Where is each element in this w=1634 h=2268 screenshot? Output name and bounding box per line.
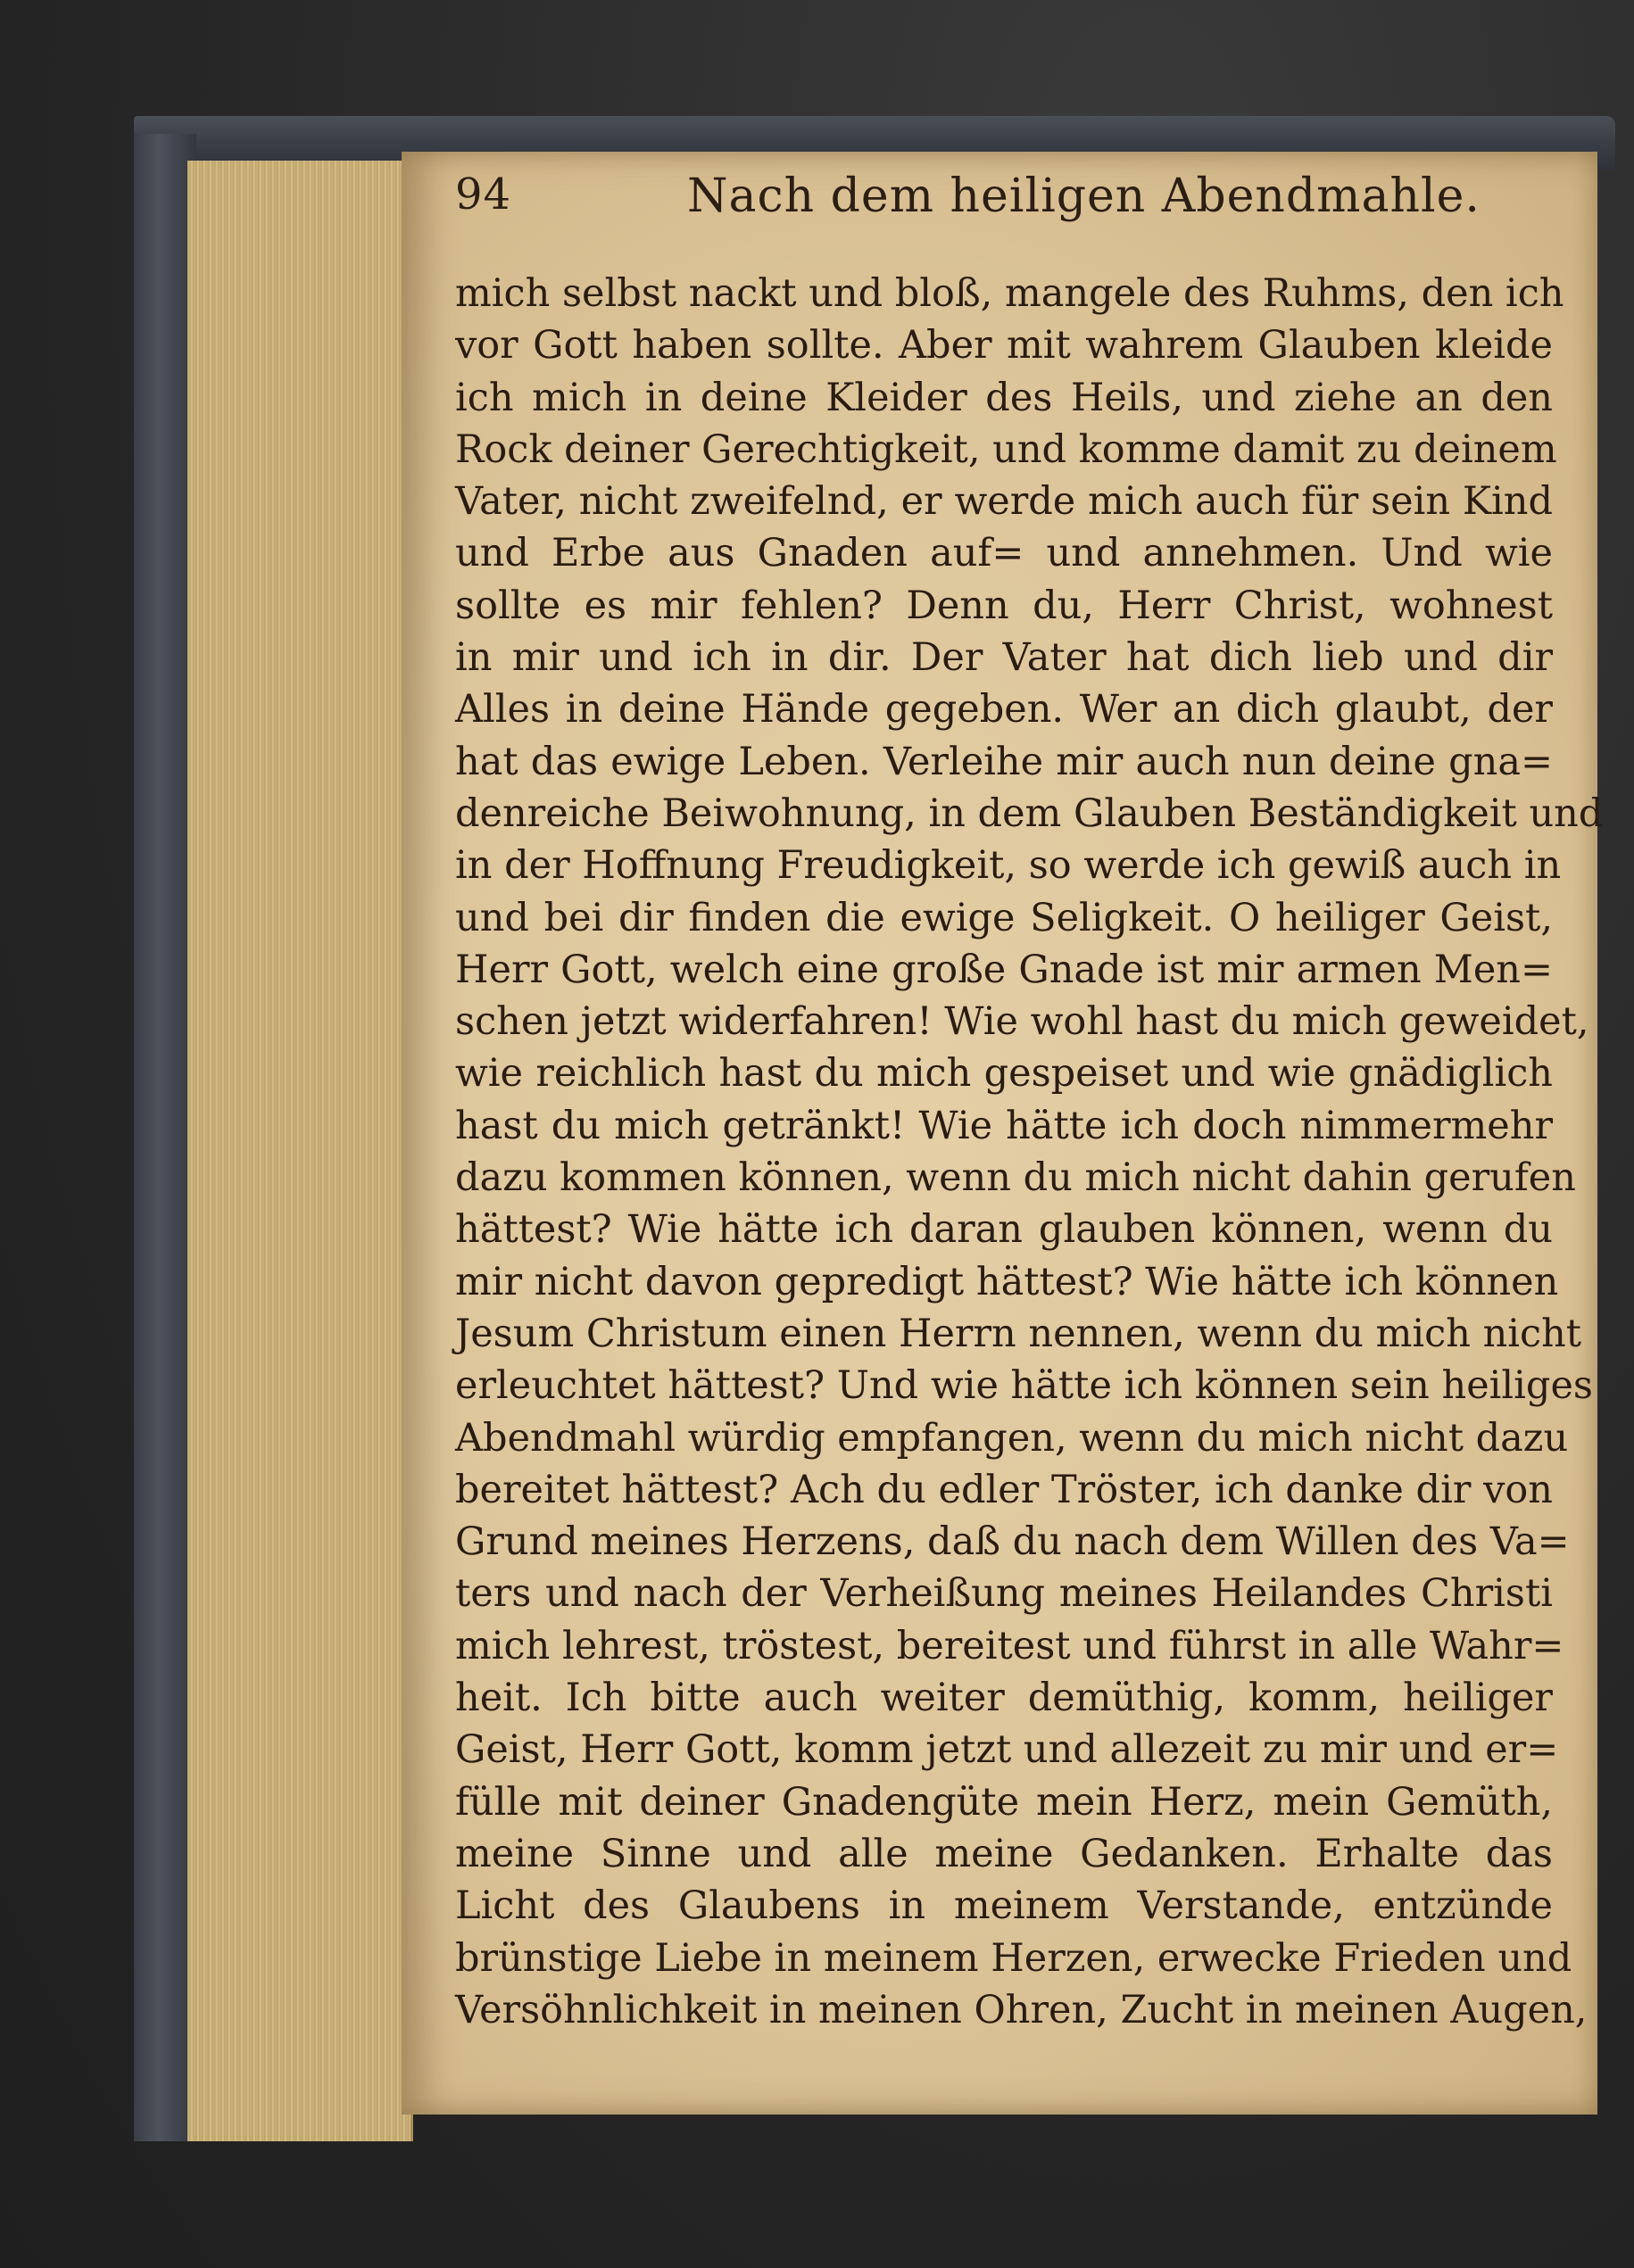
text-line: wie reichlich hast du mich gespeiset und wie gnädiglich [455, 1051, 1553, 1097]
text-line: Vater, nicht zweifelnd, er werde mich auch für sein Kind [455, 479, 1553, 525]
text-line: in mir und ich in dir. Der Vater hat dich lieb und dir [455, 635, 1553, 681]
text-line: dazu kommen können, wenn du mich nicht dahin gerufen [455, 1155, 1576, 1201]
text-line: heit. Ich bitte auch weiter demüthig, komm, heiliger [455, 1676, 1553, 1721]
text-line: hat das ewige Leben. Verleihe mir auch nun deine gna= [455, 739, 1553, 784]
text-line: sollte es mir fehlen? Denn du, Herr Christ, wohnest [455, 583, 1553, 628]
text-line: Alles in deine Hände gegeben. Wer an dich glaubt, der [455, 687, 1553, 733]
text-line: mich selbst nackt und bloß, mangele des Ruhms, den ich [455, 271, 1564, 316]
text-line: Versöhnlichkeit in meinen Ohren, Zucht in meinen Augen, [455, 1987, 1588, 2032]
text-line: mich lehrest, tröstest, bereitest und führst in alle Wahr= [455, 1623, 1564, 1668]
text-line: Rock deiner Gerechtigkeit, und komme damit zu deinem [455, 426, 1557, 472]
text-line: Geist, Herr Gott, komm jetzt und allezeit zu mir und er= [455, 1727, 1559, 1773]
body-text [455, 268, 1604, 2036]
text-line: mir nicht davon gepredigt hättest? Wie hätte ich können [455, 1259, 1559, 1304]
running-title: Nach dem heiligen Abendmahle. [687, 170, 1481, 223]
text-line: fülle mit deiner Gnadengüte mein Herz, mein Gemüth, [455, 1779, 1553, 1825]
text-line: hast du mich getränkt! Wie hätte ich doch nimmermehr [455, 1103, 1553, 1148]
text-line: Jesum Christum einen Herrn nennen, wenn du mich nicht [455, 1311, 1582, 1356]
text-line: Herr Gott, welch eine große Gnade ist mir armen Men= [455, 947, 1553, 992]
text-line: in der Hoffnung Freudigkeit, so werde ich gewiß auch in [455, 843, 1562, 889]
page-header [455, 170, 1562, 250]
text-line: brünstige Liebe in meinem Herzen, erwecke Frieden und [455, 1935, 1572, 1981]
text-line: schen jetzt widerfahren! Wie wohl hast du mich geweidet, [455, 999, 1589, 1045]
open-book [134, 116, 1615, 2141]
text-line: bereitet hättest? Ach du edler Tröster, ich danke dir von [455, 1467, 1553, 1512]
text-line: ich mich in deine Kleider des Heils, und ziehe an den [455, 375, 1553, 420]
text-line: Licht des Glaubens in meinem Verstande, entzünde [455, 1883, 1553, 1929]
text-line: Grund meines Herzens, daß du nach dem Willen des Va= [455, 1519, 1570, 1565]
text-line: und Erbe aus Gnaden auf= und annehmen. Und wie [455, 531, 1553, 576]
text-line: vor Gott haben sollte. Aber mit wahrem Glauben kleide [455, 323, 1553, 368]
text-line: hättest? Wie hätte ich daran glauben können, wenn du [455, 1207, 1553, 1253]
page-edges [187, 161, 413, 2141]
book-page [402, 152, 1604, 2115]
text-line: erleuchtet hättest? Und wie hätte ich können sein heiliges [455, 1363, 1593, 1409]
text-line: meine Sinne und alle meine Gedanken. Erhalte das [455, 1831, 1553, 1876]
page-number: 94 [455, 170, 512, 219]
text-line: ters und nach der Verheißung meines Heilandes Christi [455, 1571, 1553, 1617]
text-line: und bei dir finden die ewige Seligkeit. O heiliger Geist, [455, 895, 1553, 940]
text-line: Abendmahl würdig empfangen, wenn du mich nicht dazu [455, 1415, 1569, 1461]
text-line: denreiche Beiwohnung, in dem Glauben Beständigkeit und [455, 790, 1604, 836]
